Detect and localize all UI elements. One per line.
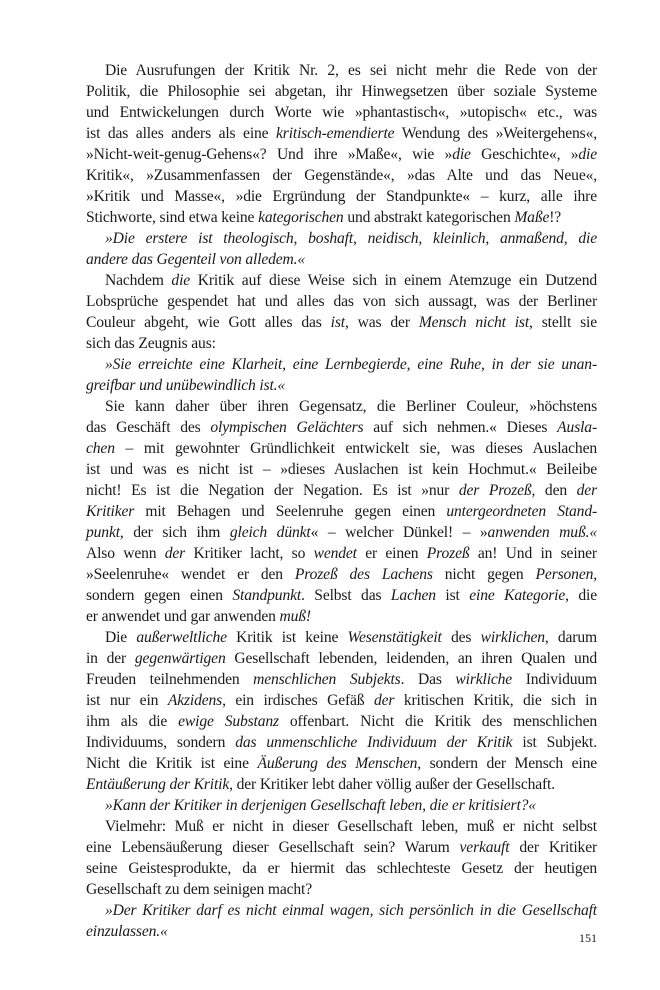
text-run: – mit gewohnter Gründlichkeit entwickelt sie, was dieses Auslachen: [114, 440, 597, 457]
text-run: Kritik ist keine: [226, 629, 348, 646]
text-run: »Seelenruhe« wendet er den: [86, 566, 295, 583]
text-line: [86, 753, 597, 774]
text-line: [86, 186, 597, 207]
text-line: [86, 480, 597, 501]
italic-text: gegenwärtigen: [134, 650, 226, 667]
text-run: kritischen Kritik, die sich in: [394, 692, 598, 709]
text-run: , was der: [344, 314, 419, 331]
text-line: [86, 165, 597, 186]
text-run: Die: [105, 629, 137, 646]
italic-text: Standpunkt: [232, 587, 302, 604]
italic-text: eine Kategorie: [469, 587, 566, 604]
italic-text: Ausla-: [557, 419, 597, 436]
italic-text: der: [373, 692, 395, 709]
italic-text: die: [578, 146, 597, 163]
italic-text: »Der Kritiker darf es nicht einmal wagen, sich persönlich in die Gesellschaft: [105, 902, 597, 919]
text-line: [86, 669, 597, 690]
italic-text: einzulassen.«: [86, 923, 168, 940]
text-line: [86, 606, 597, 627]
text-run: »Kritik und Masse«, »die Ergründung der Standpunkte« – kurz, alle ihre: [86, 188, 597, 205]
text-run: der Kritiker: [509, 839, 598, 856]
text-line: [86, 375, 597, 396]
text-line: [86, 228, 597, 249]
text-run: nicht gegen: [432, 566, 536, 583]
italic-text: die: [452, 146, 471, 163]
italic-text: muß!: [279, 608, 311, 625]
text-run: sondern gegen einen: [86, 587, 233, 604]
italic-text: anwenden muß.«: [487, 524, 597, 541]
text-run: »Nicht-weit-genug-Gehens«? Und ihre »Maße«, wie »: [86, 146, 453, 163]
italic-text: Entäußerung der Kritik: [86, 776, 230, 793]
text-run: eine Lebensäußerung dieser Gesellschaft sein? Warum: [86, 839, 460, 856]
text-run: , der Kritiker lebt daher völlig außer der Gesellschaft.: [229, 776, 555, 793]
page-number: 151: [579, 931, 597, 945]
text-run: Nachdem: [105, 272, 172, 289]
text-run: , den: [531, 482, 577, 499]
text-line: [86, 564, 597, 585]
italic-text: andere das Gegenteil von alledem.«: [86, 251, 306, 268]
text-line: [86, 249, 597, 270]
text-run: « – welcher Dünkel! – »: [310, 524, 488, 541]
italic-text: Kritiker: [86, 503, 135, 520]
text-run: ist: [435, 587, 470, 604]
italic-text: greifbar und unübewindlich ist.«: [86, 377, 286, 394]
text-run: ,: [593, 566, 597, 583]
text-line: [86, 816, 597, 837]
body-text: [86, 60, 597, 942]
italic-text: ist: [330, 314, 345, 331]
text-run: Kritiker lacht, so: [185, 545, 314, 562]
text-run: , stellt sie: [529, 314, 597, 331]
italic-text: menschlichen Subjekts: [253, 671, 401, 688]
text-run: Stichworte, sind etwa keine: [86, 209, 259, 226]
italic-text: Prozeß: [426, 545, 470, 562]
italic-text: Maße: [514, 209, 550, 226]
text-line: [86, 144, 597, 165]
text-run: ihm als die: [86, 713, 179, 730]
text-line: [86, 690, 597, 711]
text-line: [86, 732, 597, 753]
text-run: er einen: [356, 545, 427, 562]
text-line: [86, 501, 597, 522]
text-run: und abstrakt kategorischen: [343, 209, 515, 226]
text-line: [86, 438, 597, 459]
text-line: [86, 123, 597, 144]
text-run: , die: [565, 587, 598, 604]
text-run: auf sich nehmen.« Dieses: [363, 419, 558, 436]
text-run: an! Und in seiner: [469, 545, 597, 562]
text-line: [86, 522, 597, 543]
text-run: seine Geistesprodukte, da er hiermit das schlechteste Gesetz der heutigen: [86, 860, 597, 877]
italic-text: Akzidens: [167, 692, 223, 709]
text-run: . Selbst das: [301, 587, 391, 604]
text-run: nicht! Es ist die Negation der Negation. Es ist »nur: [86, 482, 459, 499]
text-run: das Geschäft des: [86, 419, 211, 436]
text-run: Individuum: [512, 671, 597, 688]
italic-text: »Sie erreichte eine Klarheit, eine Lernbegierde, eine Ruhe, in der sie unan-: [105, 356, 597, 373]
text-run: !?: [549, 209, 562, 226]
text-line: [86, 585, 597, 606]
text-line: [86, 648, 597, 669]
text-line: [86, 396, 597, 417]
text-run: . Das: [400, 671, 456, 688]
italic-text: ewige Substanz: [178, 713, 279, 730]
text-line: [86, 837, 597, 858]
text-line: [86, 879, 597, 900]
text-run: Kritik«, »Zusammenfassen der Gegenstände«, »das Alte und das Neue«,: [86, 167, 597, 184]
text-run: Gesellschaft zu dem seinigen macht?: [86, 881, 312, 898]
text-line: [86, 291, 597, 312]
text-line: [86, 921, 597, 942]
italic-text: der: [164, 545, 186, 562]
text-line: [86, 774, 597, 795]
text-line: [86, 543, 597, 564]
text-line: [86, 417, 597, 438]
text-run: , sondern der Mensch eine: [417, 755, 597, 772]
text-line: [86, 711, 597, 732]
text-line: [86, 354, 597, 375]
text-run: sich das Zeugnis aus:: [86, 335, 216, 352]
text-run: Politik, die Philosophie sei abgetan, ihr Hinwegsetzen über soziale Systeme: [86, 83, 597, 100]
italic-text: der Prozeß: [458, 482, 532, 499]
text-line: [86, 795, 597, 816]
italic-text: wirklichen: [480, 629, 545, 646]
text-run: Kritik auf diese Weise sich in einem Atemzuge ein Dutzend: [190, 272, 597, 289]
italic-text: außerweltliche: [136, 629, 227, 646]
text-run: und Entwickelungen durch Worte wie »phantastisch«, »utopisch« etc., was: [86, 104, 597, 121]
text-run: Nicht die Kritik ist eine: [86, 755, 258, 772]
text-line: [86, 900, 597, 921]
italic-text: chen: [86, 440, 115, 457]
text-run: Vielmehr: Muß er nicht in dieser Gesellschaft leben, muß er nicht selbst: [105, 818, 597, 835]
text-run: Die Ausrufungen der Kritik Nr. 2, es sei nicht mehr die Rede von der: [105, 62, 597, 79]
text-line: [86, 207, 597, 228]
text-line: [86, 858, 597, 879]
text-line: [86, 333, 597, 354]
text-run: Couleur abgeht, wie Gott alles das: [86, 314, 331, 331]
text-run: Individuums, sondern: [86, 734, 236, 751]
text-run: ist das alles anders als eine: [86, 125, 277, 142]
text-run: Also wenn: [86, 545, 165, 562]
italic-text: punkt: [86, 524, 120, 541]
italic-text: Äußerung des Menschen: [257, 755, 418, 772]
text-run: ist Subjekt.: [512, 734, 597, 751]
italic-text: das unmenschliche Individuum der Kritik: [235, 734, 513, 751]
italic-text: »Kann der Kritiker in derjenigen Gesellschaft leben, die er kritisiert?«: [105, 797, 536, 814]
italic-text: verkauft: [459, 839, 510, 856]
text-line: [86, 459, 597, 480]
text-run: , ein irdisches Gefäß: [222, 692, 374, 709]
text-run: Lobsprüche gespendet hat und alles das von sich aussagt, was der Berliner: [86, 293, 597, 310]
text-run: Freuden teilnehmenden: [86, 671, 254, 688]
italic-text: wendet: [313, 545, 357, 562]
italic-text: »Die erstere ist theologisch, boshaft, neidisch, kleinlich, anmaßend, die: [105, 230, 597, 247]
italic-text: untergeordneten Stand-: [446, 503, 598, 520]
italic-text: gleich dünkt: [229, 524, 311, 541]
italic-text: Lachen: [390, 587, 436, 604]
text-line: [86, 270, 597, 291]
italic-text: kritisch-emendierte: [276, 125, 395, 142]
italic-text: kategorischen: [258, 209, 344, 226]
text-run: ist und was es nicht ist – »dieses Auslachen ist kein Hochmut.« Beileibe: [86, 461, 597, 478]
text-run: Wendung des »Weitergehens«,: [394, 125, 597, 142]
italic-text: Wesenstätigkeit: [347, 629, 442, 646]
text-run: er anwendet und gar anwenden: [86, 608, 280, 625]
text-line: [86, 60, 597, 81]
text-line: [86, 81, 597, 102]
text-run: des: [441, 629, 481, 646]
italic-text: wirkliche: [455, 671, 513, 688]
text-run: Geschichte«, »: [470, 146, 579, 163]
italic-text: die: [171, 272, 191, 289]
text-line: [86, 627, 597, 648]
italic-text: Personen: [535, 566, 594, 583]
italic-text: olympischen Gelächters: [210, 419, 364, 436]
text-run: mit Behagen und Seelenruhe gegen einen: [134, 503, 447, 520]
text-run: Gesellschaft lebenden, leidenden, an ihren Qualen und: [225, 650, 597, 667]
text-line: [86, 312, 597, 333]
italic-text: Prozeß des Lachens: [294, 566, 433, 583]
italic-text: Mensch nicht ist: [418, 314, 530, 331]
text-line: [86, 102, 597, 123]
text-run: ist nur ein: [86, 692, 168, 709]
text-run: in der: [86, 650, 135, 667]
text-run: , der sich ihm: [119, 524, 230, 541]
text-run: offenbart. Nicht die Kritik des menschlichen: [278, 713, 598, 730]
text-run: , darum: [544, 629, 597, 646]
italic-text: der: [576, 482, 597, 499]
text-run: Sie kann daher über ihren Gegensatz, die Berliner Couleur, »höchstens: [105, 398, 597, 415]
